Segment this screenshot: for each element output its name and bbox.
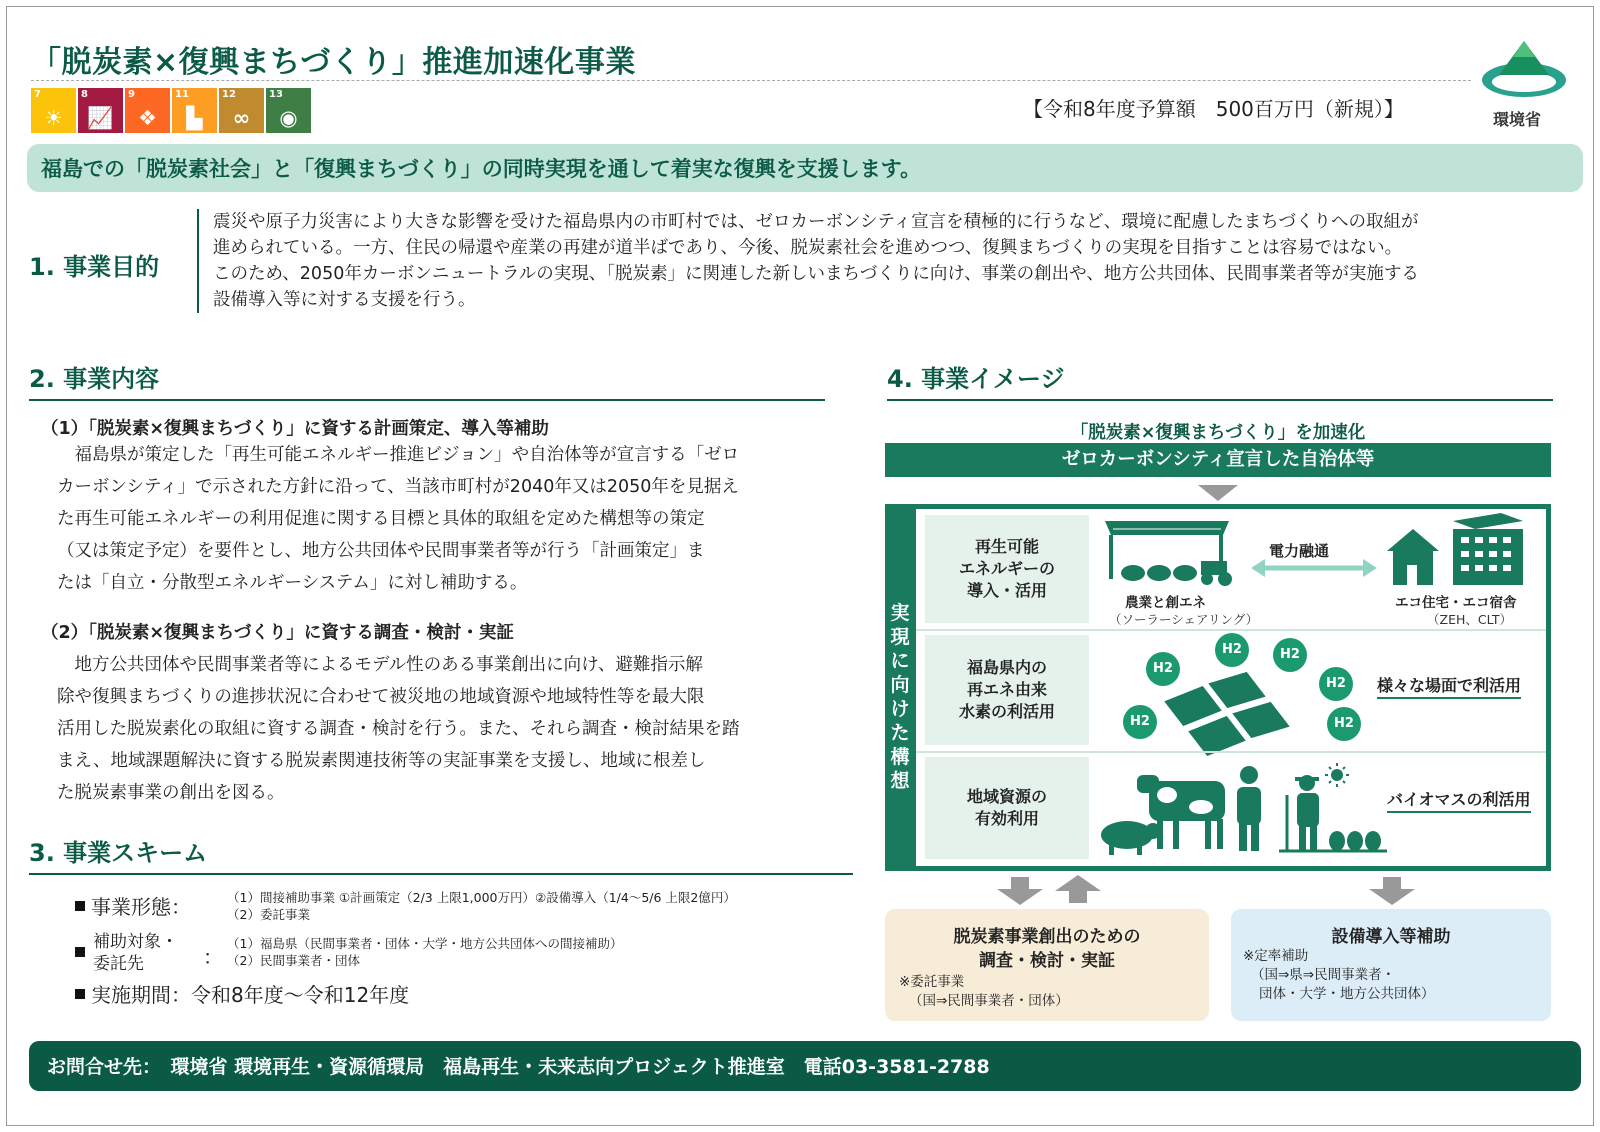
sdg-glyph: ◉ (279, 106, 298, 130)
sdg-glyph: ∞ (232, 106, 251, 130)
double-arrow-icon (1251, 559, 1377, 577)
scheme-target-label-line: 補助対象・ (93, 932, 178, 952)
row-divider (916, 629, 1546, 631)
sdgs-icons (31, 88, 311, 133)
equipment-box-note-line: 団体・大学・地方公共団体） (1259, 986, 1435, 1002)
section3-underline (29, 873, 853, 875)
section1-line: このため、2050年カーボンニュートラルの実現、「脱炭素」に関連した新しいまちづくりに向け、事業の創出や、地方公共団体、民間事業者等が実施する (213, 264, 1419, 284)
para-line: 除や復興まちづくりの進捗状況に合わせて被災地の地域資源や地域特性等を最大限 (57, 687, 705, 707)
para-line: 地方公共団体や民間事業者等によるモデル性のある事業創出に向け、避難指示解 (57, 655, 703, 675)
row2-label (925, 635, 1089, 745)
cubes-icon (125, 88, 170, 133)
section2-item2-body (57, 649, 837, 809)
eye-globe-icon (266, 88, 311, 133)
accel-heading: 「脱炭素×復興まちづくり」を加速化 (1070, 423, 1366, 443)
page-title: 「脱炭素×復興まちづくり」推進加速化事業 (31, 45, 636, 80)
arrow-down-icon (997, 877, 1043, 905)
sdg-glyph: ▙ (186, 106, 203, 130)
row2-note: 様々な場面で利活用 (1377, 673, 1521, 699)
sdg-number: 13 (269, 89, 283, 100)
section4-underline (887, 399, 1553, 401)
growth-chart-icon (78, 88, 123, 133)
side-label-char: 現 (890, 626, 910, 648)
h2-bubble-icon: H2 (1319, 667, 1353, 701)
scheme-form-line: （1）間接補助事業 ①計画策定（2/3 上限1,000万円）②設備導入（1/4～5/6 上限2億円） (227, 890, 736, 905)
research-box-title (885, 925, 1209, 973)
row-label-line: 福島県内の (966, 658, 1047, 677)
equipment-box-note (1243, 947, 1435, 1004)
row1-label (925, 515, 1089, 623)
scheme-period-value: 令和8年度～令和12年度 (191, 983, 410, 1007)
scheme-target-line: （2）民間事業者・団体 (227, 953, 360, 968)
side-label-char: た (890, 722, 910, 744)
sdg-glyph: ☀ (44, 106, 63, 130)
side-label-char: け (890, 698, 910, 720)
equipment-box-title: 設備導入等補助 (1331, 927, 1451, 947)
sdg-glyph: ❖ (138, 106, 157, 130)
section4-title: 4. 事業イメージ (887, 365, 1065, 393)
page (6, 6, 1594, 1126)
row-label-line: 地域資源の (966, 787, 1047, 806)
scheme-period-label: 実施期間： (91, 983, 191, 1007)
row-label-line: 有効利用 (974, 809, 1039, 828)
para-line: カーボンシティ」で示された方針に沿って、当該市町村が2040年又は2050年を見据え (57, 477, 739, 497)
row-label-line: エネルギーの (958, 559, 1055, 578)
side-label-char: 想 (890, 770, 910, 792)
section1-line: 震災や原子力災害により大きな影響を受けた福島県内の市町村では、ゼロカーボンシティ宣言を積極的に行うなど、環境に配慮したまちづくりへの取組が (213, 212, 1419, 232)
para-line: 福島県が策定した「再生可能エネルギー推進ビジョン」や自治体等が宣言する「ゼロ (57, 445, 740, 465)
para-line: た脱炭素事業の創出を図る。 (57, 783, 285, 803)
h2-bubble-icon: H2 (1327, 707, 1361, 741)
row-divider (916, 751, 1546, 753)
biomass-farm-icon (1097, 761, 1387, 859)
section2-underline (29, 399, 825, 401)
row-label-line: 再生可能 (974, 537, 1039, 556)
farm-subcaption: （ソーラーシェアリング） (1109, 612, 1259, 627)
banner-text: 福島での「脱炭素社会」と「復興まちづくり」の同時実現を通して着実な復興を支援します。 (41, 157, 922, 181)
side-label-char: に (890, 650, 910, 672)
para-line: （又は策定予定）を要件とし、地方公共団体や民間事業者等が行う「計画策定」ま (57, 541, 705, 561)
city-icon (172, 88, 217, 133)
row-label-text (967, 786, 1047, 830)
h2-bubble-icon: H2 (1146, 652, 1180, 686)
row3-note: バイオマスの利活用 (1387, 787, 1531, 813)
section1-divider (197, 209, 199, 313)
scheme-form-row (75, 891, 191, 920)
scheme-target-line: （1）福島県（民間事業者・団体・大学・地方公共団体への間接補助） (227, 936, 623, 951)
sdg-number: 9 (128, 89, 135, 100)
research-box-title-line: 調査・検討・実証 (979, 951, 1115, 971)
arrow-down-icon (1369, 877, 1415, 905)
row-label-text (959, 657, 1055, 723)
h2-bubble-icon: H2 (1215, 633, 1249, 667)
sdg-number: 11 (175, 89, 189, 100)
section2-item1-heading: （1）「脱炭素×復興まちづくり」に資する計画策定、導入等補助 (41, 419, 549, 439)
research-box-note-line: ※委託事業 (899, 974, 965, 990)
para-line: た再生可能エネルギーの利用促進に関する目標と具体的取組を定めた構想等の策定 (57, 509, 705, 529)
equipment-box-note-line: （国⇒県⇒民間事業者・ (1251, 967, 1396, 983)
section2-item1-body (57, 439, 837, 599)
side-label-char: 構 (890, 746, 910, 768)
bullet-square-icon (75, 989, 85, 999)
para-line: まえ、地域課題解決に資する脱炭素関連技術等の実証事業を支援し、地域に根差し (57, 751, 706, 771)
solar-panel-icon (1157, 671, 1317, 761)
scheme-target-label-line: 委託先 (93, 954, 144, 974)
row3-label (925, 757, 1089, 859)
section2-item2-heading: （2）「脱炭素×復興まちづくり」に資する調査・検討・実証 (41, 623, 514, 643)
contact-footer (29, 1041, 1581, 1091)
para-line: たは「自立・分散型エネルギーシステム」に対し補助する。 (57, 573, 528, 593)
research-box-note (899, 973, 1069, 1011)
contact-text: お問合せ先： 環境省 環境再生・資源循環局 福島再生・未来志向プロジェクト推進室 電話03-3581-2788 (47, 1056, 990, 1078)
zero-carbon-bar: ゼロカーボンシティ宣言した自治体等 (885, 443, 1551, 477)
farm-caption: 農業と創エネ (1125, 595, 1206, 611)
research-box-note-line: （国⇒民間事業者・団体） (909, 993, 1069, 1009)
row-label-line: 水素の利活用 (958, 702, 1055, 721)
research-box-title-line: 脱炭素事業創出のための (953, 927, 1141, 947)
eco-house-caption: エコ住宅・エコ宿舎 (1395, 595, 1517, 611)
sdg-glyph: 📈 (87, 106, 114, 130)
eco-house-icon (1383, 511, 1533, 591)
equipment-box-note-line: ※定率補助 (1243, 948, 1309, 964)
sdg-number: 8 (81, 89, 88, 100)
solar-sharing-farm-icon (1097, 515, 1247, 595)
arrow-down-icon (1198, 485, 1238, 501)
scheme-target-label (93, 931, 178, 975)
h2-bubble-icon: H2 (1273, 638, 1307, 672)
scheme-form-values (227, 889, 736, 923)
eco-house-subcaption: （ZEH、CLT） (1427, 612, 1512, 627)
scheme-form-label: 事業形態： (91, 895, 191, 919)
bullet-square-icon (75, 947, 85, 957)
title-divider (31, 80, 1471, 81)
section2-title: 2. 事業内容 (29, 365, 160, 393)
budget-label: 【令和8年度予算額 500百万円（新規）】 (1023, 97, 1404, 121)
sdg-number: 12 (222, 89, 236, 100)
banner (27, 144, 1583, 192)
side-label-char: 向 (890, 674, 910, 696)
bullet-square-icon (75, 901, 85, 911)
para-line: 活用した脱炭素化の取組に資する調査・検討を行う。また、それら調査・検討結果を踏 (57, 719, 740, 739)
h2-bubble-icon: H2 (1123, 705, 1157, 739)
scheme-form-line: （2）委託事業 (227, 907, 310, 922)
scheme-target-bullet (75, 945, 91, 964)
sdg-number: 7 (34, 89, 41, 100)
scheme-period-row (75, 979, 409, 1008)
section1-title: 1. 事業目的 (29, 253, 160, 281)
scheme-target-colon: ： (203, 945, 223, 969)
sun-icon (31, 88, 76, 133)
power-sharing-label: 電力融通 (1269, 542, 1330, 560)
infinity-icon (219, 88, 264, 133)
arrow-up-icon (1055, 875, 1101, 903)
section1-line: 設備導入等に対する支援を行う。 (213, 290, 476, 310)
row-label-text (959, 536, 1055, 602)
section1-body (213, 209, 1573, 313)
concept-side-label (887, 601, 913, 793)
scheme-target-values (227, 935, 622, 969)
section1-line: 進められている。一方、住民の帰還や産業の再建が道半ばであり、今後、脱炭素社会を進めつつ、復興まちづくりの実現を目指すことは容易ではない。 (213, 238, 1403, 258)
row-label-line: 導入・活用 (966, 581, 1047, 600)
ministry-name: 環境省 (1493, 110, 1542, 129)
row-label-line: 再エネ由来 (966, 680, 1047, 699)
side-label-char: 実 (890, 602, 910, 624)
section3-title: 3. 事業スキーム (29, 839, 208, 867)
